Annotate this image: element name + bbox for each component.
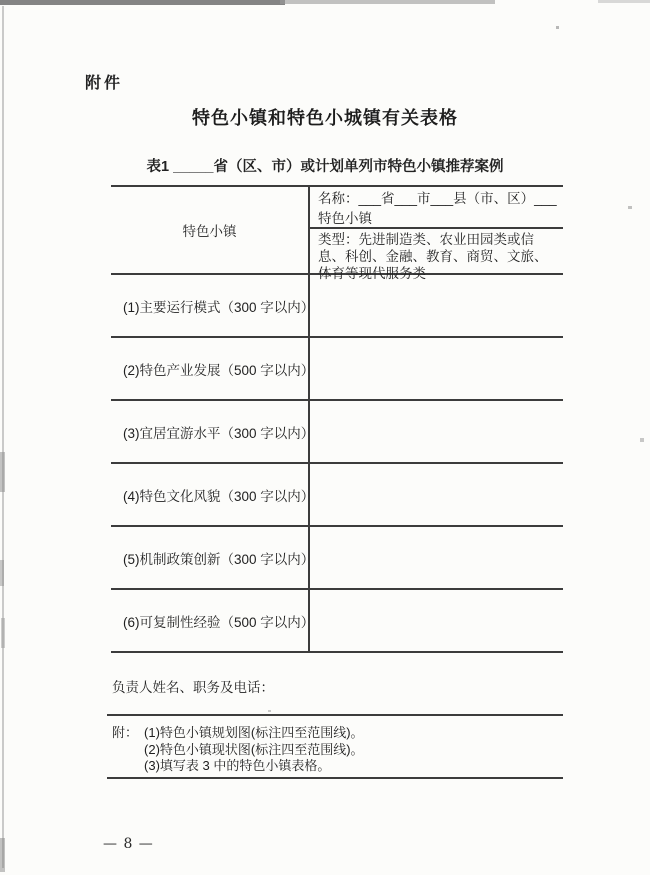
scan-artifact-top-strip: [280, 0, 495, 4]
table-row: [111, 464, 563, 527]
row-answer-cell: [310, 464, 563, 525]
table-row: [111, 275, 563, 338]
attachment-label: 附件: [85, 75, 124, 92]
header-left-cell: [111, 187, 310, 273]
row-label: (4)特色文化风貌（300 字以内）: [123, 488, 315, 504]
row-label: (5)机制政策创新（300 字以内）: [123, 551, 315, 567]
row-answer-cell: [310, 338, 563, 399]
table-caption: 表1 _____省（区、市）或计划单列市特色小镇推荐案例: [146, 159, 504, 175]
row-answer-cell: [310, 275, 563, 336]
row-label-cell: [111, 401, 315, 462]
header-left-label: 特色小镇: [182, 224, 237, 239]
scan-artifact-speck: [556, 26, 559, 29]
recommendation-case-table: [111, 185, 563, 653]
scan-artifact-speck: [268, 710, 271, 712]
scan-artifact-top-strip: [598, 0, 650, 3]
scan-artifact-smudge: [0, 452, 5, 492]
scan-artifact-left-edge: [2, 6, 4, 868]
row-label-cell: [111, 275, 315, 336]
table-row: [111, 338, 563, 401]
note-item: (1)特色小镇规划图(标注四至范围线)。: [144, 725, 364, 740]
row-label-cell: [111, 527, 315, 588]
scan-artifact-smudge: [0, 560, 4, 586]
row-label: (3)宜居宜游水平（300 字以内）: [123, 425, 315, 441]
scan-artifact-speck: [640, 438, 644, 442]
horizontal-rule: [107, 777, 563, 779]
table-header-row: [111, 187, 563, 281]
attachment-notes: [112, 725, 364, 775]
scan-artifact-smudge: [1, 618, 5, 648]
row-label: (2)特色产业发展（500 字以内）: [123, 362, 315, 378]
table-row: [111, 527, 563, 590]
page-number: — 8 —: [103, 836, 154, 852]
header-right-cell: [310, 187, 563, 281]
town-name-field: [310, 187, 563, 229]
notes-prefix: 附：: [112, 725, 139, 740]
notes-list: [144, 725, 364, 775]
note-item: (3)填写表 3 中的特色小镇表格。: [144, 758, 331, 773]
row-label-cell: [111, 590, 315, 651]
row-label: (6)可复制性经验（500 字以内）: [123, 614, 315, 630]
row-answer-cell: [310, 401, 563, 462]
town-name-text: 名称：___省___市___县（市、区）___特色小镇: [318, 191, 557, 226]
row-label: (1)主要运行模式（300 字以内）: [123, 299, 315, 315]
row-answer-cell: [310, 527, 563, 588]
table-row: [111, 590, 563, 653]
scan-artifact-top-strip: [0, 0, 285, 5]
row-label-cell: [111, 338, 315, 399]
note-item: (2)特色小镇现状图(标注四至范围线)。: [144, 741, 364, 757]
row-label-cell: [111, 464, 315, 525]
contact-person-label: 负责人姓名、职务及电话：: [112, 680, 274, 695]
scan-artifact-smudge: [0, 838, 5, 872]
row-answer-cell: [310, 590, 563, 651]
document-title: 特色小镇和特色小城镇有关表格: [192, 108, 458, 128]
town-type-text: 类型：先进制造类、农业田园类或信息、科创、金融、教育、商贸、文旅、体育等现代服务类: [318, 232, 548, 281]
horizontal-rule: [107, 714, 563, 716]
scan-artifact-speck: [628, 206, 632, 209]
table-row: [111, 401, 563, 464]
